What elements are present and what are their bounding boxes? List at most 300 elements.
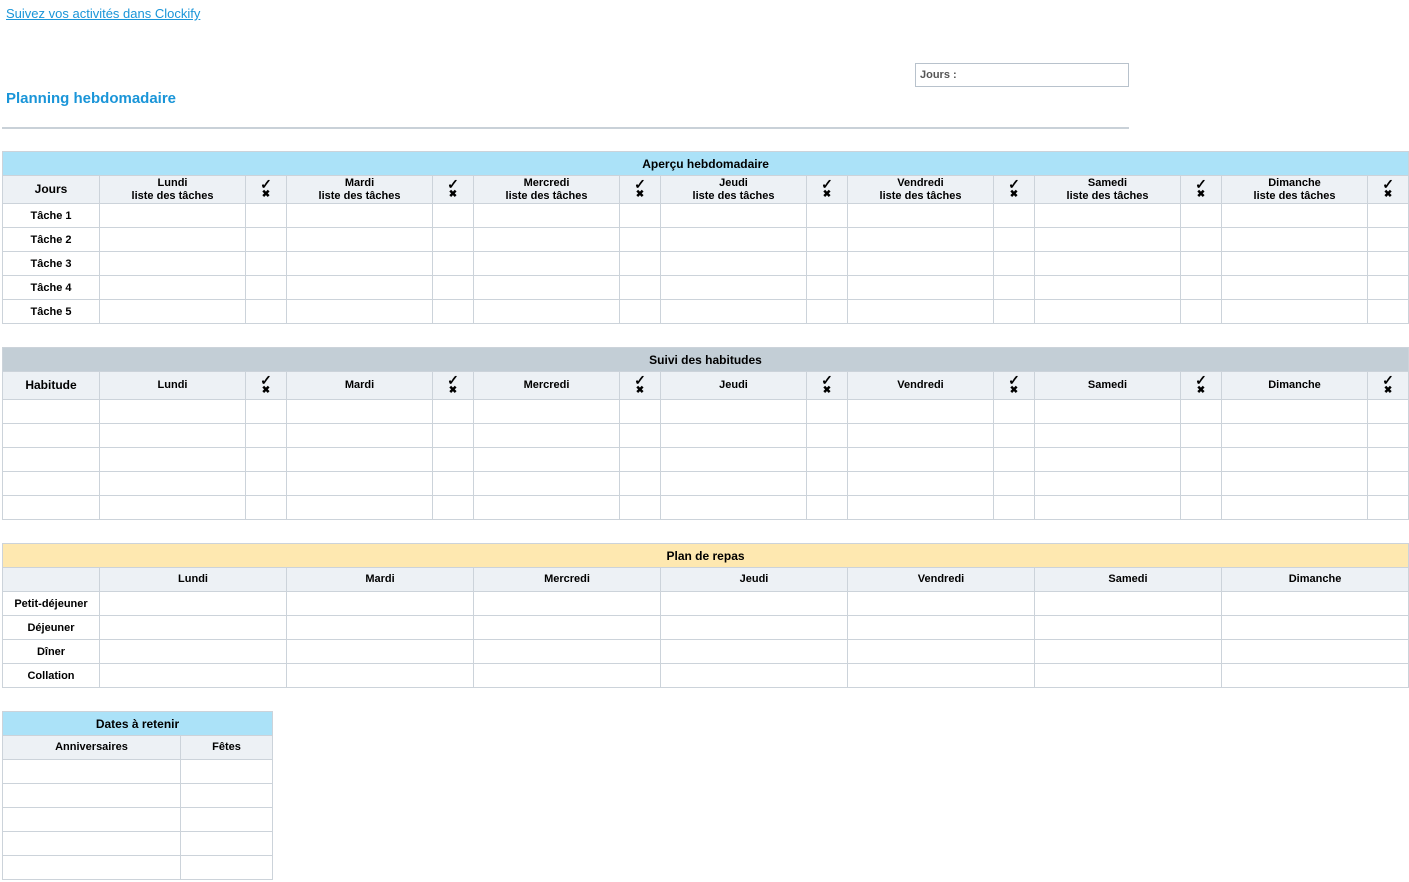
- weekly-day-header-mercredi: [474, 176, 620, 204]
- done-cell[interactable]: [994, 204, 1035, 228]
- done-cell[interactable]: [994, 228, 1035, 252]
- habit-mardi-done-column-header: [433, 372, 474, 400]
- cross-icon: ✖: [448, 384, 458, 396]
- habit-tracker-table: [2, 347, 1409, 520]
- table-row: [3, 760, 273, 784]
- weekly-day-header-dimanche: [1222, 176, 1368, 204]
- done-cell[interactable]: [1181, 496, 1222, 520]
- table-row: [3, 204, 1409, 228]
- done-cell[interactable]: [1368, 276, 1409, 300]
- check-icon: ✓: [1195, 371, 1207, 388]
- cross-icon: ✖: [1196, 384, 1206, 396]
- check-icon: ✓: [1195, 175, 1207, 192]
- task-list-label: liste des tâches: [1253, 189, 1336, 202]
- done-cell[interactable]: [246, 472, 287, 496]
- holiday-cell[interactable]: [181, 832, 273, 856]
- meal-day-header-vendredi: Vendredi: [848, 568, 1035, 592]
- check-icon: ✓: [821, 371, 833, 388]
- habit-cell[interactable]: [1222, 400, 1368, 424]
- habit-cell[interactable]: [474, 424, 620, 448]
- table-row: [3, 448, 1409, 472]
- task-cell[interactable]: [1035, 276, 1181, 300]
- table-row: [3, 496, 1409, 520]
- task-cell[interactable]: [474, 228, 620, 252]
- meal-cell[interactable]: [661, 592, 848, 616]
- cross-icon: ✖: [261, 384, 271, 396]
- task-label: Tâche 4: [3, 276, 100, 300]
- done-cell[interactable]: [246, 204, 287, 228]
- habit-cell[interactable]: [287, 448, 433, 472]
- done-cell[interactable]: [433, 496, 474, 520]
- habit-cell[interactable]: [848, 424, 994, 448]
- habit-corner-header: Habitude: [3, 372, 100, 400]
- done-cell[interactable]: [433, 252, 474, 276]
- day-name: Dimanche: [1268, 176, 1321, 189]
- table-row: [3, 424, 1409, 448]
- habit-cell[interactable]: [287, 472, 433, 496]
- habit-cell[interactable]: [661, 400, 807, 424]
- done-cell[interactable]: [1368, 424, 1409, 448]
- done-cell[interactable]: [1368, 228, 1409, 252]
- habit-name-cell[interactable]: [3, 400, 100, 424]
- meal-cell[interactable]: [661, 664, 848, 688]
- habit-name-cell[interactable]: [3, 448, 100, 472]
- check-icon: ✓: [260, 175, 272, 192]
- task-cell[interactable]: [1222, 276, 1368, 300]
- task-cell[interactable]: [100, 276, 246, 300]
- habit-jeudi-done-column-header: [807, 372, 848, 400]
- habit-day-header-mardi: Mardi: [287, 372, 433, 400]
- task-cell[interactable]: [661, 228, 807, 252]
- check-icon: ✓: [1008, 175, 1020, 192]
- meal-cell[interactable]: [661, 640, 848, 664]
- done-cell[interactable]: [807, 276, 848, 300]
- meal-label: Petit-déjeuner: [3, 592, 100, 616]
- habit-cell[interactable]: [1222, 448, 1368, 472]
- meal-corner-header: [3, 568, 100, 592]
- check-icon: ✓: [447, 175, 459, 192]
- holiday-cell[interactable]: [181, 808, 273, 832]
- done-cell[interactable]: [620, 276, 661, 300]
- day-name: Lundi: [157, 176, 188, 189]
- dates-to-remember-table: [2, 711, 273, 880]
- task-label: Tâche 1: [3, 204, 100, 228]
- done-cell[interactable]: [994, 300, 1035, 324]
- done-cell[interactable]: [433, 276, 474, 300]
- done-cell[interactable]: [620, 228, 661, 252]
- habit-day-header-lundi: Lundi: [100, 372, 246, 400]
- habit-cell[interactable]: [1035, 472, 1181, 496]
- title-divider: [2, 127, 1129, 129]
- task-cell[interactable]: [848, 276, 994, 300]
- done-cell[interactable]: [433, 400, 474, 424]
- habit-cell[interactable]: [1035, 496, 1181, 520]
- cross-icon: ✖: [261, 188, 271, 200]
- weekly-day-header-lundi: [100, 176, 246, 204]
- task-cell[interactable]: [100, 228, 246, 252]
- weekly-mardi-done-column-header: [433, 176, 474, 204]
- meal-cell[interactable]: [848, 664, 1035, 688]
- meal-day-header-dimanche: Dimanche: [1222, 568, 1409, 592]
- meal-cell[interactable]: [474, 592, 661, 616]
- habit-cell[interactable]: [474, 496, 620, 520]
- meal-label: Dîner: [3, 640, 100, 664]
- days-field[interactable]: [915, 63, 1129, 87]
- habit-cell[interactable]: [848, 496, 994, 520]
- habit-day-header-mercredi: Mercredi: [474, 372, 620, 400]
- cross-icon: ✖: [1009, 384, 1019, 396]
- habit-cell[interactable]: [287, 400, 433, 424]
- habit-cell[interactable]: [661, 496, 807, 520]
- task-cell[interactable]: [474, 300, 620, 324]
- habit-cell[interactable]: [661, 472, 807, 496]
- table-row: [3, 640, 1409, 664]
- task-cell[interactable]: [661, 252, 807, 276]
- done-cell[interactable]: [620, 448, 661, 472]
- cross-icon: ✖: [1383, 384, 1393, 396]
- done-cell[interactable]: [246, 300, 287, 324]
- habit-day-header-samedi: Samedi: [1035, 372, 1181, 400]
- meal-label: Déjeuner: [3, 616, 100, 640]
- meal-cell[interactable]: [1222, 640, 1409, 664]
- meal-day-header-jeudi: Jeudi: [661, 568, 848, 592]
- habit-cell[interactable]: [100, 400, 246, 424]
- check-icon: ✓: [260, 371, 272, 388]
- table-row: [3, 664, 1409, 688]
- meal-cell[interactable]: [661, 616, 848, 640]
- task-label: Tâche 2: [3, 228, 100, 252]
- done-cell[interactable]: [807, 300, 848, 324]
- done-cell[interactable]: [433, 448, 474, 472]
- done-cell[interactable]: [994, 400, 1035, 424]
- meal-day-header-samedi: Samedi: [1035, 568, 1222, 592]
- cross-icon: ✖: [1196, 188, 1206, 200]
- done-cell[interactable]: [807, 448, 848, 472]
- task-cell[interactable]: [848, 228, 994, 252]
- done-cell[interactable]: [433, 472, 474, 496]
- birthday-cell[interactable]: [3, 808, 181, 832]
- cross-icon: ✖: [635, 188, 645, 200]
- task-cell[interactable]: [100, 252, 246, 276]
- dates-column-header-anniversaires: Anniversaires: [3, 736, 181, 760]
- task-cell[interactable]: [1035, 252, 1181, 276]
- meal-cell[interactable]: [100, 664, 287, 688]
- done-cell[interactable]: [807, 400, 848, 424]
- check-icon: ✓: [1382, 175, 1394, 192]
- done-cell[interactable]: [433, 204, 474, 228]
- habit-cell[interactable]: [100, 448, 246, 472]
- done-cell[interactable]: [1181, 300, 1222, 324]
- habit-cell[interactable]: [100, 472, 246, 496]
- weekly-day-header-vendredi: [848, 176, 994, 204]
- table-row: [3, 856, 273, 880]
- meal-cell[interactable]: [100, 640, 287, 664]
- meal-cell[interactable]: [1222, 664, 1409, 688]
- task-cell[interactable]: [474, 252, 620, 276]
- table-row: [3, 808, 273, 832]
- day-name: Mardi: [344, 176, 375, 189]
- done-cell[interactable]: [807, 424, 848, 448]
- dates-column-header-fetes: Fêtes: [181, 736, 273, 760]
- done-cell[interactable]: [246, 448, 287, 472]
- task-cell[interactable]: [287, 204, 433, 228]
- task-cell[interactable]: [287, 300, 433, 324]
- check-icon: ✓: [447, 371, 459, 388]
- task-cell[interactable]: [1222, 252, 1368, 276]
- meal-cell[interactable]: [848, 616, 1035, 640]
- birthday-cell[interactable]: [3, 856, 181, 880]
- habit-cell[interactable]: [474, 448, 620, 472]
- task-cell[interactable]: [100, 300, 246, 324]
- task-cell[interactable]: [287, 276, 433, 300]
- habit-cell[interactable]: [1035, 400, 1181, 424]
- habit-name-cell[interactable]: [3, 472, 100, 496]
- table-row: [3, 300, 1409, 324]
- habit-cell[interactable]: [474, 472, 620, 496]
- habit-cell[interactable]: [1035, 424, 1181, 448]
- meal-cell[interactable]: [1222, 592, 1409, 616]
- weekly-dimanche-done-column-header: [1368, 176, 1409, 204]
- habit-day-header-vendredi: Vendredi: [848, 372, 994, 400]
- done-cell[interactable]: [994, 252, 1035, 276]
- meal-cell[interactable]: [474, 640, 661, 664]
- day-name: Samedi: [1087, 176, 1128, 189]
- page-title: Planning hebdomadaire: [6, 90, 177, 107]
- done-cell[interactable]: [246, 252, 287, 276]
- meal-cell[interactable]: [1035, 592, 1222, 616]
- task-list-label: liste des tâches: [1066, 189, 1149, 202]
- check-icon: ✓: [634, 175, 646, 192]
- done-cell[interactable]: [994, 276, 1035, 300]
- habit-cell[interactable]: [1222, 424, 1368, 448]
- meal-cell[interactable]: [287, 640, 474, 664]
- done-cell[interactable]: [1368, 204, 1409, 228]
- done-cell[interactable]: [246, 496, 287, 520]
- done-cell[interactable]: [1181, 400, 1222, 424]
- done-cell[interactable]: [620, 252, 661, 276]
- meal-cell[interactable]: [1035, 664, 1222, 688]
- task-cell[interactable]: [287, 252, 433, 276]
- done-cell[interactable]: [433, 424, 474, 448]
- habit-cell[interactable]: [287, 496, 433, 520]
- done-cell[interactable]: [1181, 472, 1222, 496]
- table-row: [3, 592, 1409, 616]
- meal-cell[interactable]: [474, 664, 661, 688]
- done-cell[interactable]: [807, 472, 848, 496]
- done-cell[interactable]: [1181, 424, 1222, 448]
- done-cell[interactable]: [1181, 448, 1222, 472]
- habit-mercredi-done-column-header: [620, 372, 661, 400]
- done-cell[interactable]: [1368, 300, 1409, 324]
- task-cell[interactable]: [1222, 204, 1368, 228]
- habit-lundi-done-column-header: [246, 372, 287, 400]
- habit-tracker-title: Suivi des habitudes: [3, 348, 1409, 372]
- check-icon: ✓: [634, 371, 646, 388]
- done-cell[interactable]: [620, 424, 661, 448]
- clockify-link[interactable]: Suivez vos activités dans Clockify: [6, 6, 201, 21]
- weekly-day-header-samedi: [1035, 176, 1181, 204]
- weekly-day-header-jeudi: [661, 176, 807, 204]
- weekly-overview-title: Aperçu hebdomadaire: [3, 152, 1409, 176]
- task-list-label: liste des tâches: [692, 189, 775, 202]
- habit-name-cell[interactable]: [3, 424, 100, 448]
- done-cell[interactable]: [807, 204, 848, 228]
- habit-name-cell[interactable]: [3, 496, 100, 520]
- weekly-lundi-done-column-header: [246, 176, 287, 204]
- task-cell[interactable]: [1035, 204, 1181, 228]
- cross-icon: ✖: [822, 384, 832, 396]
- meal-cell[interactable]: [287, 664, 474, 688]
- task-cell[interactable]: [661, 300, 807, 324]
- done-cell[interactable]: [620, 472, 661, 496]
- holiday-cell[interactable]: [181, 856, 273, 880]
- done-cell[interactable]: [807, 252, 848, 276]
- table-row: [3, 616, 1409, 640]
- meal-day-header-mercredi: Mercredi: [474, 568, 661, 592]
- weekly-overview-table: [2, 151, 1409, 324]
- done-cell[interactable]: [1368, 252, 1409, 276]
- cross-icon: ✖: [635, 384, 645, 396]
- check-icon: ✓: [821, 175, 833, 192]
- task-cell[interactable]: [1222, 228, 1368, 252]
- habit-cell[interactable]: [1035, 448, 1181, 472]
- meal-cell[interactable]: [848, 592, 1035, 616]
- done-cell[interactable]: [1368, 448, 1409, 472]
- done-cell[interactable]: [246, 424, 287, 448]
- table-row: [3, 400, 1409, 424]
- done-cell[interactable]: [1368, 400, 1409, 424]
- habit-cell[interactable]: [848, 472, 994, 496]
- task-cell[interactable]: [1035, 300, 1181, 324]
- table-row: [3, 252, 1409, 276]
- days-label: Jours :: [920, 69, 957, 81]
- done-cell[interactable]: [807, 496, 848, 520]
- task-cell[interactable]: [474, 276, 620, 300]
- done-cell[interactable]: [807, 228, 848, 252]
- meal-plan-table: [2, 543, 1409, 688]
- task-list-label: liste des tâches: [879, 189, 962, 202]
- habit-cell[interactable]: [100, 496, 246, 520]
- cross-icon: ✖: [822, 188, 832, 200]
- task-cell[interactable]: [848, 204, 994, 228]
- birthday-cell[interactable]: [3, 784, 181, 808]
- table-row: [3, 472, 1409, 496]
- habit-vendredi-done-column-header: [994, 372, 1035, 400]
- habit-cell[interactable]: [474, 400, 620, 424]
- habit-dimanche-done-column-header: [1368, 372, 1409, 400]
- done-cell[interactable]: [620, 204, 661, 228]
- birthday-cell[interactable]: [3, 760, 181, 784]
- day-name: Jeudi: [719, 176, 748, 189]
- habit-cell[interactable]: [1222, 496, 1368, 520]
- habit-samedi-done-column-header: [1181, 372, 1222, 400]
- task-cell[interactable]: [848, 252, 994, 276]
- habit-cell[interactable]: [661, 424, 807, 448]
- day-name: Mercredi: [523, 176, 570, 189]
- done-cell[interactable]: [620, 300, 661, 324]
- habit-cell[interactable]: [661, 448, 807, 472]
- done-cell[interactable]: [994, 472, 1035, 496]
- weekly-jeudi-done-column-header: [807, 176, 848, 204]
- task-cell[interactable]: [661, 276, 807, 300]
- task-cell[interactable]: [848, 300, 994, 324]
- meal-cell[interactable]: [1035, 616, 1222, 640]
- task-cell[interactable]: [1035, 228, 1181, 252]
- cross-icon: ✖: [1009, 188, 1019, 200]
- meal-cell[interactable]: [287, 616, 474, 640]
- weekly-samedi-done-column-header: [1181, 176, 1222, 204]
- weekly-day-header-mardi: [287, 176, 433, 204]
- meal-cell[interactable]: [1035, 640, 1222, 664]
- weekly-corner-header: Jours: [3, 176, 100, 204]
- done-cell[interactable]: [1368, 472, 1409, 496]
- habit-cell[interactable]: [100, 424, 246, 448]
- meal-cell[interactable]: [287, 592, 474, 616]
- weekly-mercredi-done-column-header: [620, 176, 661, 204]
- task-cell[interactable]: [100, 204, 246, 228]
- meal-day-header-mardi: Mardi: [287, 568, 474, 592]
- meal-cell[interactable]: [100, 616, 287, 640]
- done-cell[interactable]: [994, 496, 1035, 520]
- meal-cell[interactable]: [1222, 616, 1409, 640]
- habit-day-header-dimanche: Dimanche: [1222, 372, 1368, 400]
- meal-cell[interactable]: [848, 640, 1035, 664]
- days-input[interactable]: [960, 69, 1110, 81]
- meal-cell[interactable]: [100, 592, 287, 616]
- habit-cell[interactable]: [287, 424, 433, 448]
- done-cell[interactable]: [620, 496, 661, 520]
- task-label: Tâche 3: [3, 252, 100, 276]
- meal-plan-title: Plan de repas: [3, 544, 1409, 568]
- task-list-label: liste des tâches: [318, 189, 401, 202]
- table-row: [3, 832, 273, 856]
- done-cell[interactable]: [1181, 228, 1222, 252]
- done-cell[interactable]: [1181, 252, 1222, 276]
- done-cell[interactable]: [994, 424, 1035, 448]
- done-cell[interactable]: [246, 228, 287, 252]
- done-cell[interactable]: [246, 276, 287, 300]
- done-cell[interactable]: [1181, 276, 1222, 300]
- task-cell[interactable]: [661, 204, 807, 228]
- done-cell[interactable]: [433, 228, 474, 252]
- habit-cell[interactable]: [1222, 472, 1368, 496]
- done-cell[interactable]: [433, 300, 474, 324]
- habit-cell[interactable]: [848, 448, 994, 472]
- done-cell[interactable]: [1368, 496, 1409, 520]
- table-row: [3, 228, 1409, 252]
- task-list-label: liste des tâches: [505, 189, 588, 202]
- task-cell[interactable]: [474, 204, 620, 228]
- task-list-label: liste des tâches: [131, 189, 214, 202]
- done-cell[interactable]: [246, 400, 287, 424]
- meal-day-header-lundi: Lundi: [100, 568, 287, 592]
- done-cell[interactable]: [994, 448, 1035, 472]
- birthday-cell[interactable]: [3, 832, 181, 856]
- dates-to-remember-title: Dates à retenir: [3, 712, 273, 736]
- holiday-cell[interactable]: [181, 784, 273, 808]
- weekly-vendredi-done-column-header: [994, 176, 1035, 204]
- done-cell[interactable]: [1181, 204, 1222, 228]
- task-cell[interactable]: [287, 228, 433, 252]
- habit-day-header-jeudi: Jeudi: [661, 372, 807, 400]
- habit-cell[interactable]: [848, 400, 994, 424]
- check-icon: ✓: [1382, 371, 1394, 388]
- cross-icon: ✖: [1383, 188, 1393, 200]
- meal-cell[interactable]: [474, 616, 661, 640]
- done-cell[interactable]: [620, 400, 661, 424]
- task-cell[interactable]: [1222, 300, 1368, 324]
- holiday-cell[interactable]: [181, 760, 273, 784]
